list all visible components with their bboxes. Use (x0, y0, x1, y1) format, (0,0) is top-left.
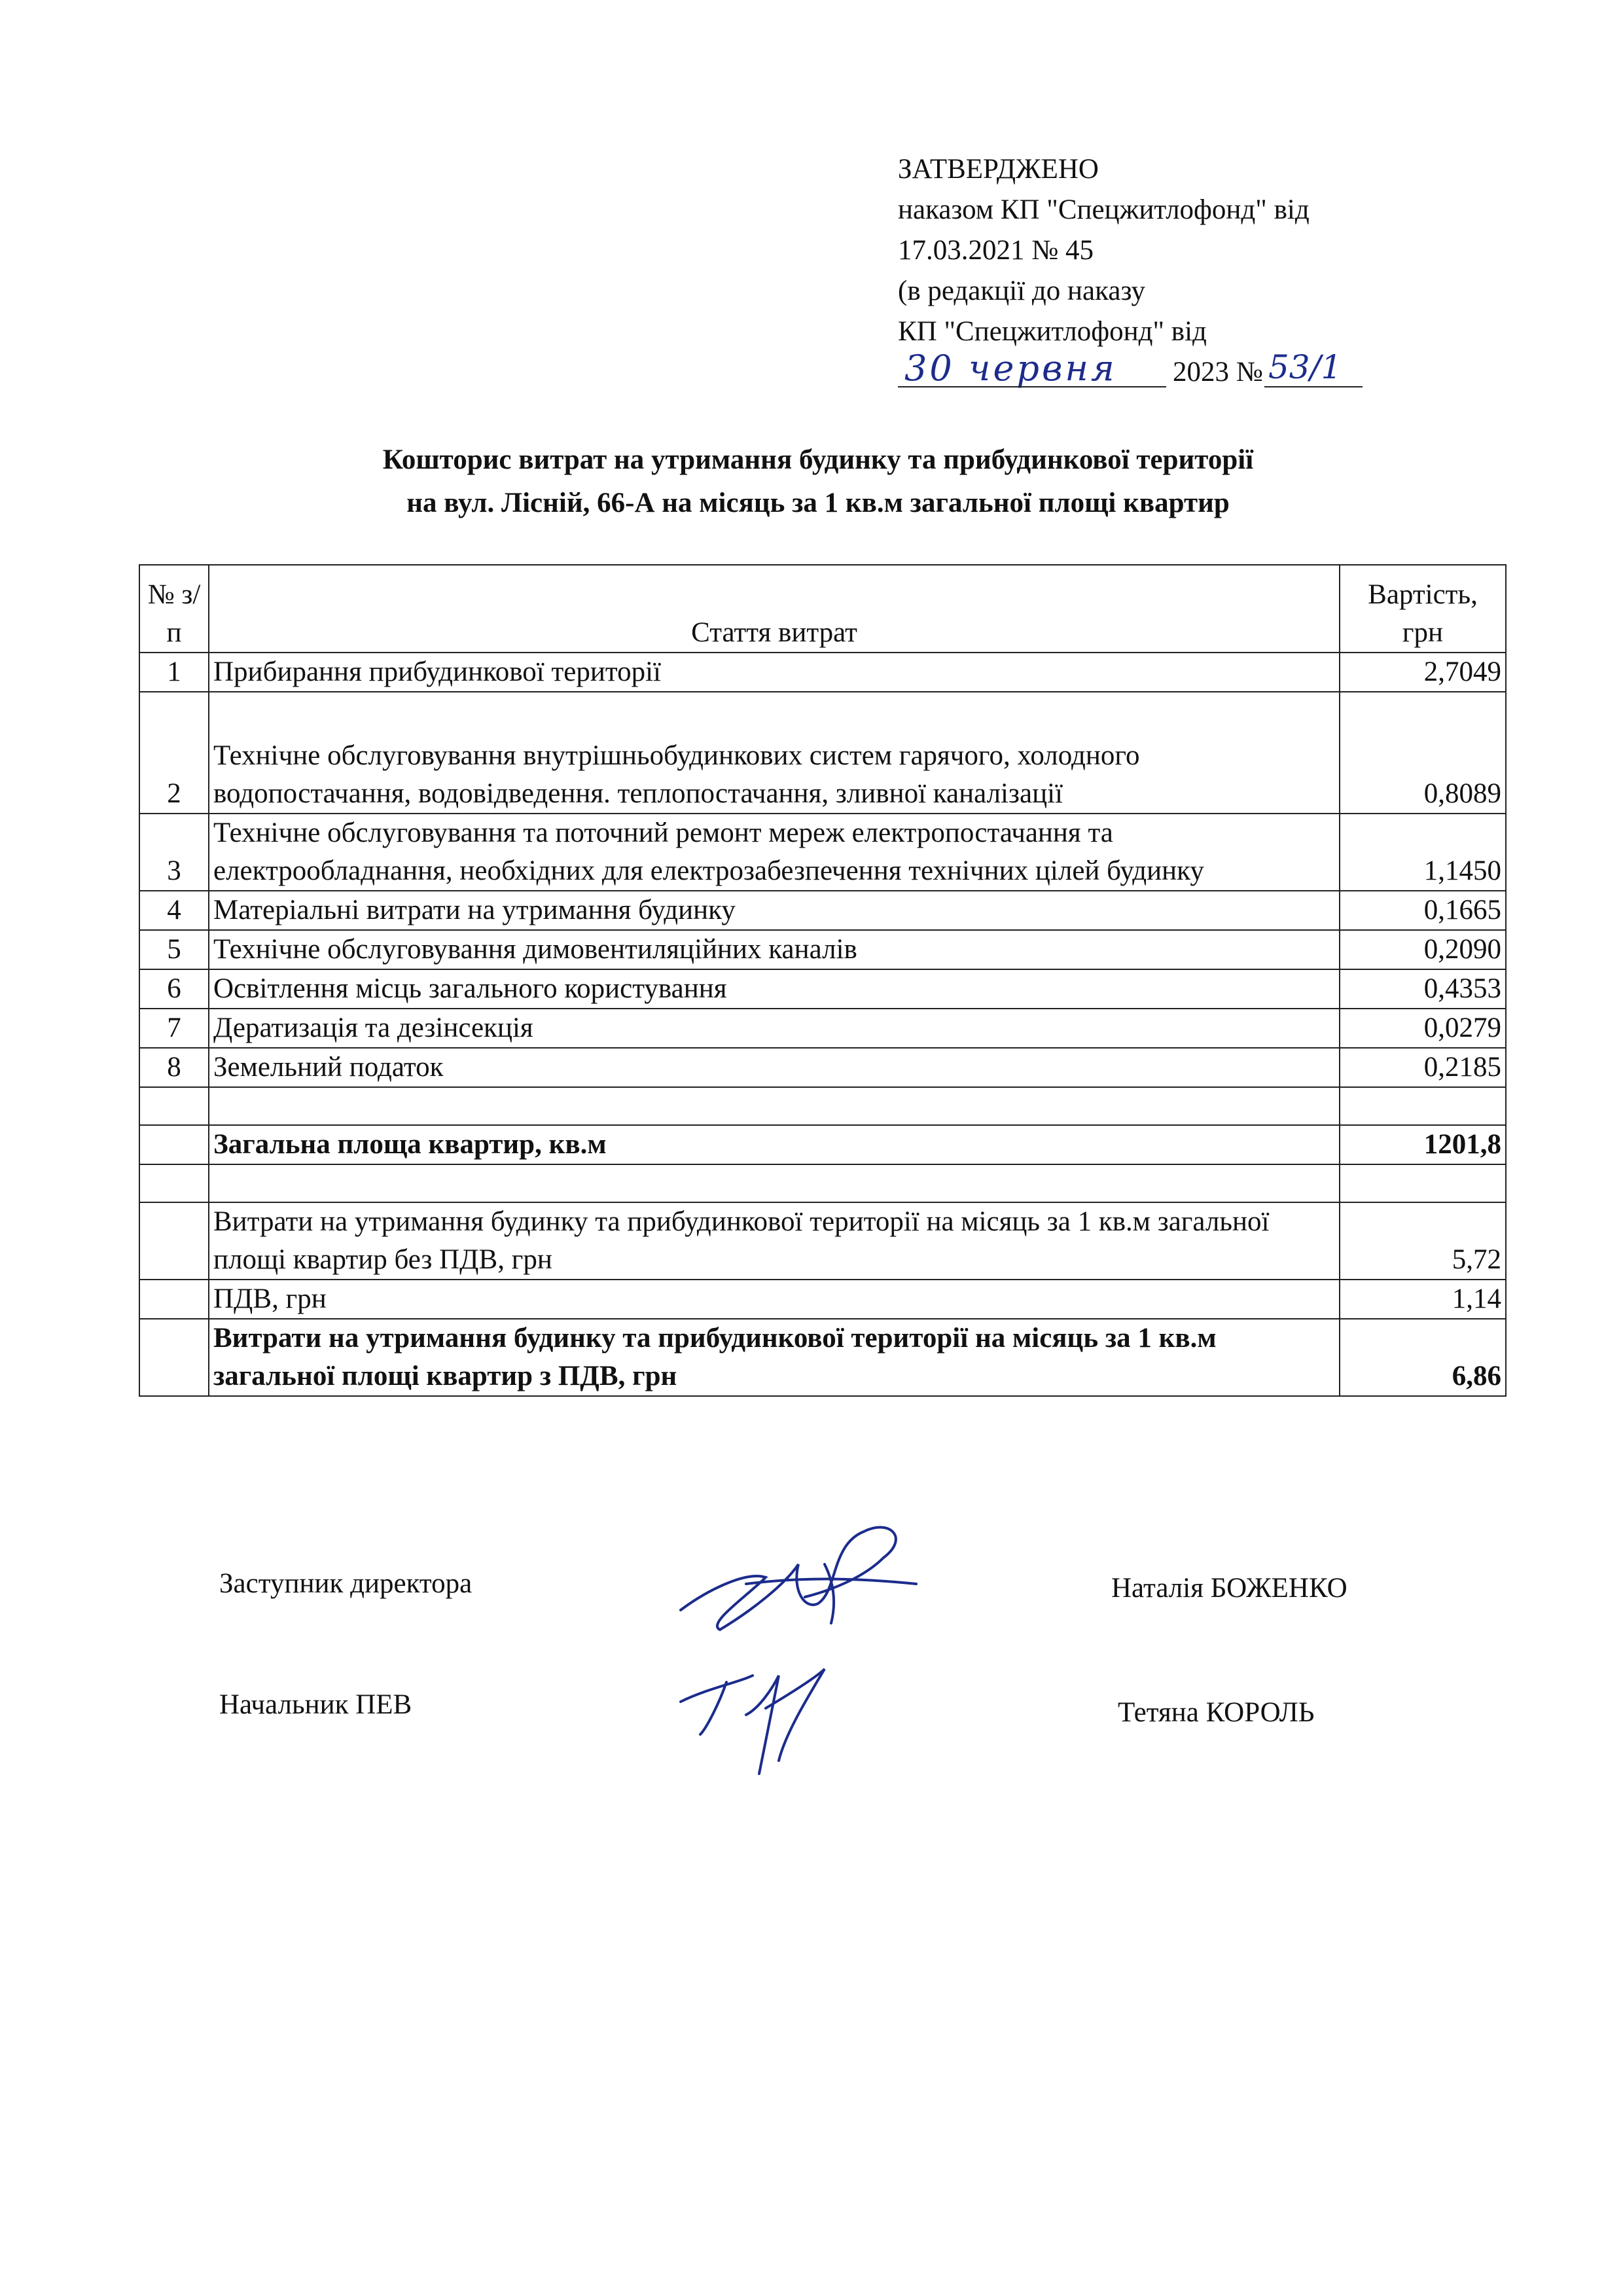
total-area-label: Загальна площа квартир, кв.м (209, 1125, 1340, 1164)
vat-label: ПДВ, грн (209, 1280, 1340, 1319)
vat-value: 1,14 (1340, 1280, 1506, 1319)
head-pev-title: Начальник ПЕВ (219, 1689, 412, 1720)
table-row (139, 1048, 1506, 1087)
table-row (139, 969, 1506, 1009)
row-num: 4 (139, 891, 209, 930)
row-num: 6 (139, 969, 209, 1009)
row-item: Технічне обслуговування димовентиляційних каналів (209, 930, 1340, 969)
total-area-row (139, 1125, 1506, 1164)
cost-with-vat-label: Витрати на утримання будинку та прибудинкової території на місяць за 1 кв.м загальної площі квартир з ПДВ, грн (209, 1319, 1340, 1396)
row-value: 0,2090 (1340, 930, 1506, 969)
deputy-director-name: Наталія БОЖЕНКО (1111, 1573, 1347, 1604)
row-item: Технічне обслуговування внутрішньобудинкових систем гарячого, холодного водопостачання, водовідведення. теплопостачання, зливної каналізації (209, 692, 1340, 814)
table-row (139, 891, 1506, 930)
row-value: 0,4353 (1340, 969, 1506, 1009)
total-area-value: 1201,8 (1340, 1125, 1506, 1164)
row-item: Технічне обслуговування та поточний ремонт мереж електропостачання та електрообладнання, необхідних для електрозабезпечення технічних цілей будинку (209, 814, 1340, 891)
revision-year: 2023 № (1173, 357, 1263, 387)
date-underline (898, 386, 1166, 387)
deputy-signature (668, 1505, 955, 1649)
row-value: 1,1450 (1340, 814, 1506, 891)
table-row (139, 1009, 1506, 1048)
cost-no-vat-label: Витрати на утримання будинку та прибудинкової території на місяць за 1 кв.м загальної площі квартир без ПДВ, грн (209, 1202, 1340, 1280)
row-num: 7 (139, 1009, 209, 1048)
table-row (139, 692, 1506, 814)
approval-block (898, 149, 1342, 393)
cost-no-vat-value: 5,72 (1340, 1202, 1506, 1280)
row-item: Матеріальні витрати на утримання будинку (209, 891, 1340, 930)
row-value: 0,8089 (1340, 692, 1506, 814)
vat-row (139, 1280, 1506, 1319)
row-value: 2,7049 (1340, 653, 1506, 692)
row-item: Дератизація та дезінсекція (209, 1009, 1340, 1048)
deputy-director-title: Заступник директора (219, 1568, 473, 1599)
row-item: Освітлення місць загального користування (209, 969, 1340, 1009)
approval-company-line: КП "Спецжитлофонд" від (898, 316, 1207, 347)
row-num: 2 (139, 692, 209, 814)
approval-order-date: 17.03.2021 № 45 (898, 235, 1094, 266)
row-value: 0,2185 (1340, 1048, 1506, 1087)
row-value: 0,1665 (1340, 891, 1506, 930)
approval-revision-date-line (898, 348, 1342, 393)
number-underline (1264, 386, 1363, 387)
approval-order-line: наказом КП "Спецжитлофонд" від (898, 194, 1310, 225)
handwritten-date: 30 червня (904, 348, 1117, 389)
row-num: 3 (139, 814, 209, 891)
row-num: 8 (139, 1048, 209, 1087)
row-value: 0,0279 (1340, 1009, 1506, 1048)
approval-revision-line: (в редакції до наказу (898, 276, 1146, 306)
header-value: Вартість, грн (1340, 565, 1506, 653)
cost-no-vat-row (139, 1202, 1506, 1280)
cost-estimate-table (139, 564, 1507, 1397)
handwritten-number: 53/1 (1268, 348, 1342, 386)
table-header-row (139, 565, 1506, 653)
handwritten-number-field (1264, 348, 1369, 393)
handwritten-date-field (898, 348, 1173, 393)
empty-row (139, 1164, 1506, 1202)
cost-with-vat-value: 6,86 (1340, 1319, 1506, 1396)
approval-heading: ЗАТВЕРДЖЕНО (898, 154, 1099, 185)
row-item: Земельний податок (209, 1048, 1340, 1087)
header-num: № з/п (139, 565, 209, 653)
head-pev-name: Тетяна КОРОЛЬ (1118, 1697, 1315, 1728)
cost-with-vat-row (139, 1319, 1506, 1396)
row-num: 5 (139, 930, 209, 969)
document-title-line1: Кошторис витрат на утримання будинку та прибудинкової території (382, 444, 1254, 475)
row-item: Прибирання прибудинкової території (209, 653, 1340, 692)
header-item: Стаття витрат (209, 565, 1340, 653)
empty-row (139, 1087, 1506, 1125)
table-row (139, 930, 1506, 969)
row-num: 1 (139, 653, 209, 692)
table-row (139, 653, 1506, 692)
table-row (139, 814, 1506, 891)
head-pev-signature (668, 1649, 864, 1780)
document-title-line2: на вул. Лісній, 66-А на місяць за 1 кв.м загальної площі квартир (406, 488, 1230, 518)
